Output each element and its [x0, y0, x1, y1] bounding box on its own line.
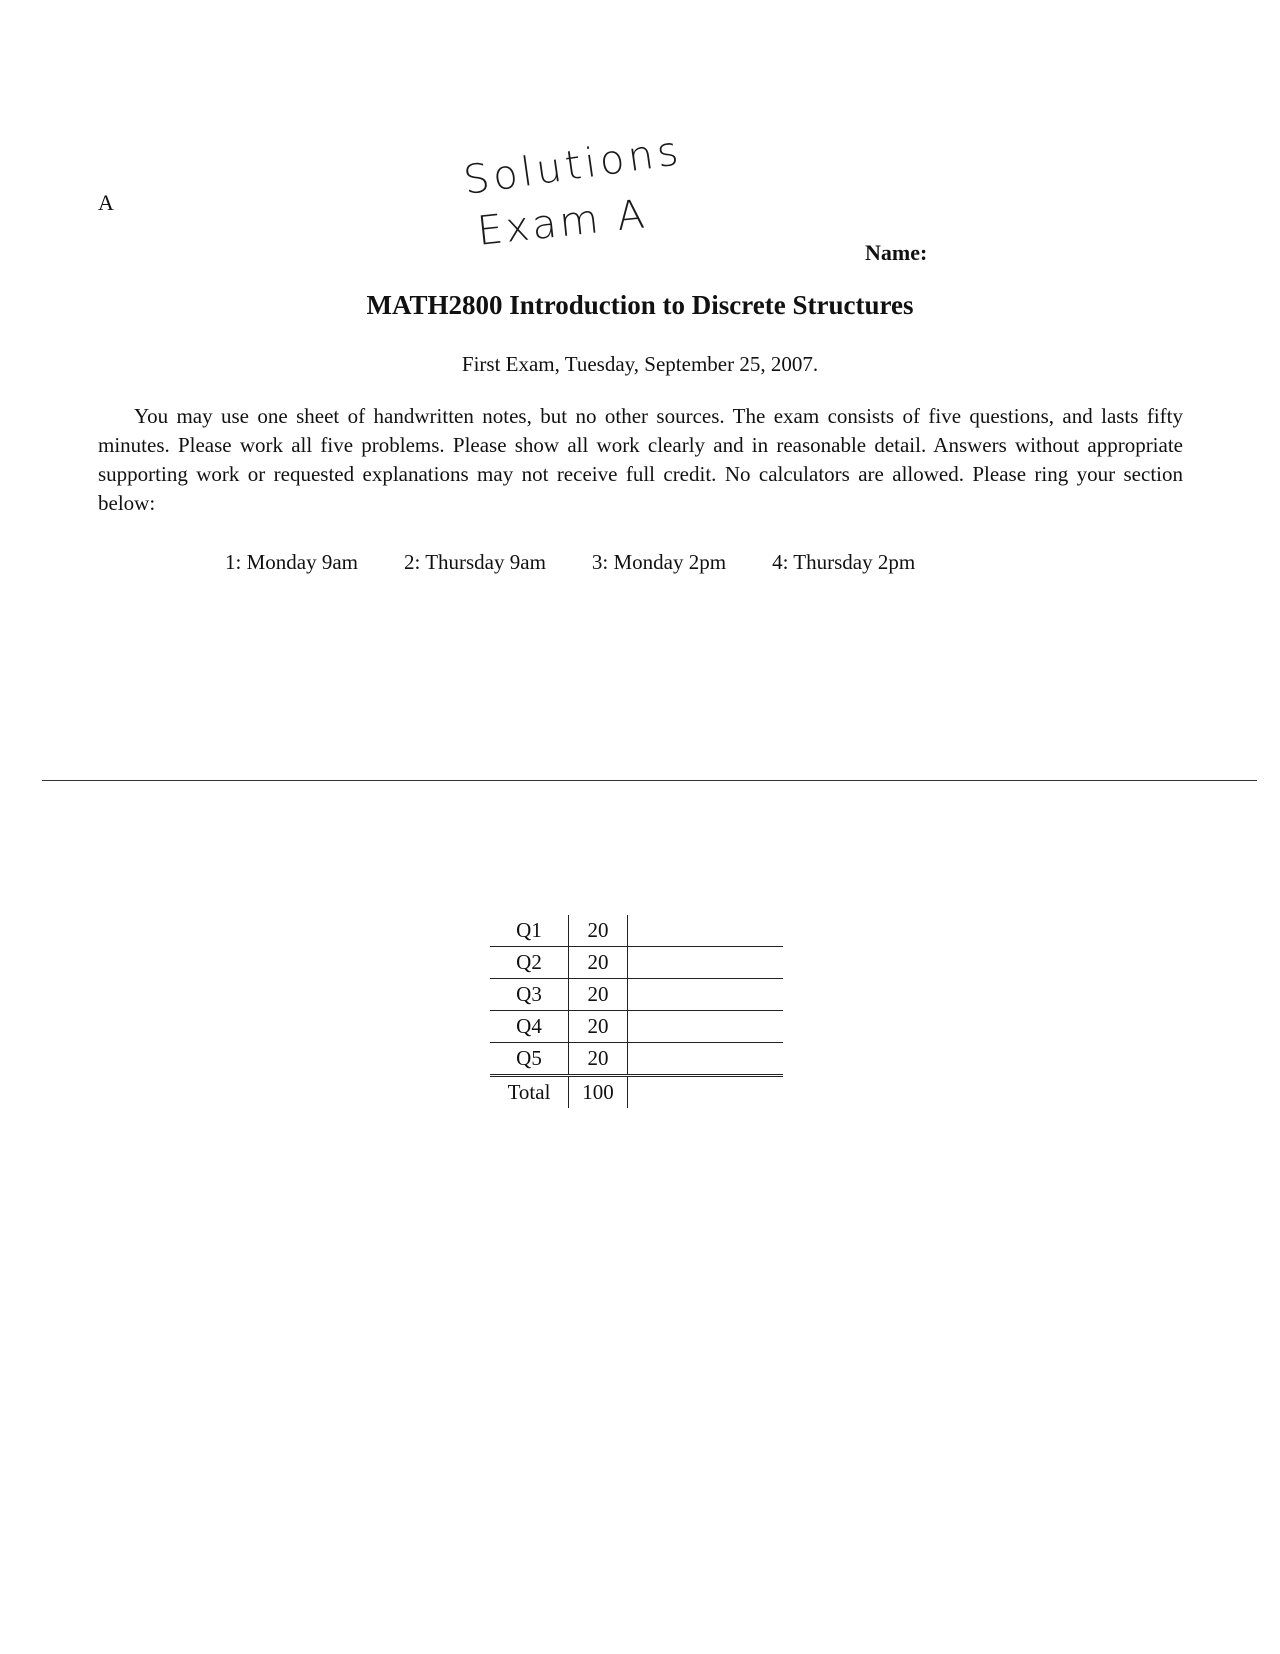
page-divider [42, 780, 1257, 781]
handwritten-exam-a: Exam A [475, 191, 650, 255]
section-option[interactable]: 2: Thursday 9am [403, 550, 546, 574]
exam-version-letter: A [98, 190, 114, 215]
exam-instructions: You may use one sheet of handwritten notes, but no other sources. The exam consists of five questions, and lasts fifty minutes. Please work all five problems. Please show all work clearly and in reasonable detail. Answers without appropriate supporting work or requested explanations may not receive full credit. No calculators are allowed. Please ring your section below: [98, 404, 1183, 515]
question-points: 20 [569, 915, 628, 947]
question-points: 20 [569, 947, 628, 979]
question-label: Q1 [490, 915, 569, 947]
table-row [490, 915, 783, 947]
handwritten-annotation [455, 127, 685, 285]
question-label: Q3 [490, 979, 569, 1011]
exam-date: First Exam, Tuesday, September 25, 2007. [461, 352, 819, 376]
question-label: Q5 [490, 1043, 569, 1076]
score-entry[interactable] [628, 1043, 784, 1076]
question-label: Q2 [490, 947, 569, 979]
section-option[interactable]: 1: Monday 9am [225, 550, 358, 574]
table-row [490, 1043, 783, 1076]
table-row [490, 947, 783, 979]
score-table [490, 915, 783, 1108]
question-points: 20 [569, 979, 628, 1011]
table-row [490, 1011, 783, 1043]
table-row-total [490, 1076, 783, 1109]
score-entry[interactable] [628, 979, 784, 1011]
table-row [490, 979, 783, 1011]
question-points: 20 [569, 1011, 628, 1043]
question-label: Q4 [490, 1011, 569, 1043]
total-points: 100 [569, 1076, 628, 1109]
question-points: 20 [569, 1043, 628, 1076]
handwritten-solutions: Solutions [460, 127, 685, 205]
course-title: MATH2800 Introduction to Discrete Structures [366, 290, 914, 320]
section-option[interactable]: 3: Monday 2pm [591, 550, 727, 574]
score-entry[interactable] [628, 1011, 784, 1043]
section-options [225, 550, 915, 575]
total-score-entry[interactable] [628, 1076, 784, 1109]
score-entry[interactable] [628, 915, 784, 947]
name-label: Name: [865, 240, 928, 265]
section-option[interactable]: 4: Thursday 2pm [772, 550, 916, 574]
total-label: Total [507, 1080, 551, 1104]
score-entry[interactable] [628, 947, 784, 979]
